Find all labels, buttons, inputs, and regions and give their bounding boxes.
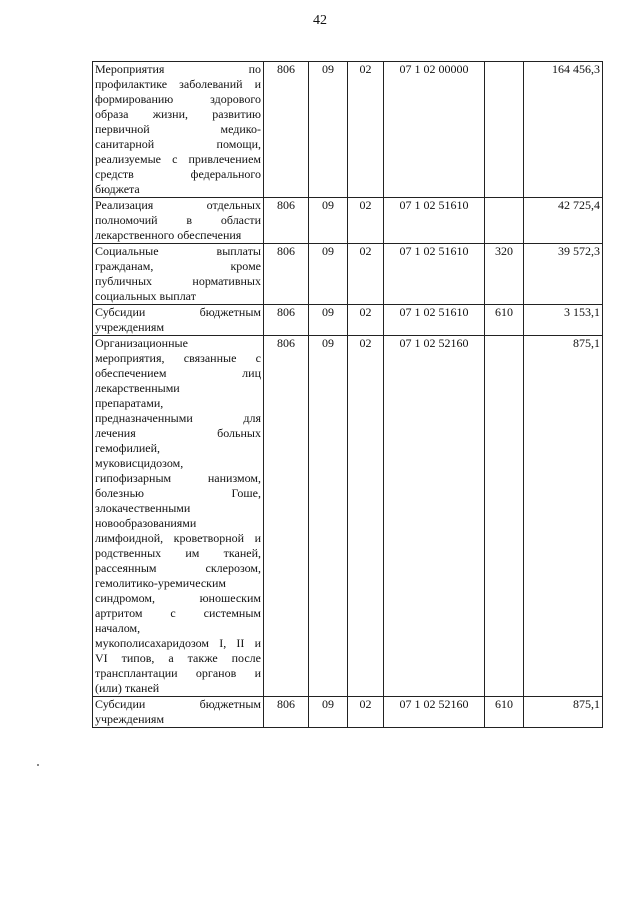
table-row	[93, 305, 603, 336]
table-row	[93, 336, 603, 697]
subsection-code-cell: 02	[348, 244, 384, 305]
item-name-line: синдромом, юношеским	[95, 591, 261, 605]
target-article-cell: 07 1 02 52160	[384, 697, 485, 728]
subsection-code-cell: 02	[348, 697, 384, 728]
subsection-code-cell: 02	[348, 305, 384, 336]
item-name-line: новообразованиями	[95, 516, 197, 530]
item-name-line: началом,	[95, 621, 141, 635]
section-code-cell: 09	[309, 244, 348, 305]
item-name-line: Субсидии бюджетным	[95, 697, 261, 711]
table-row	[93, 244, 603, 305]
expense-type-cell	[485, 62, 524, 198]
section-code-cell: 09	[309, 305, 348, 336]
ministry-code-cell: 806	[264, 305, 309, 336]
item-name-line: формированию здорового	[95, 92, 261, 106]
item-name-line: Мероприятия по	[95, 62, 261, 76]
amount-cell: 39 572,3	[524, 244, 603, 305]
ministry-code-cell: 806	[264, 244, 309, 305]
item-name-line: рассеянным склерозом,	[95, 561, 261, 575]
table-row	[93, 62, 603, 198]
item-name-line: лимфоидной, кроветворной и	[95, 531, 261, 545]
amount-cell: 875,1	[524, 697, 603, 728]
item-name-line: препаратами,	[95, 396, 164, 410]
item-name-line: учреждениям	[95, 712, 165, 726]
item-name-cell	[93, 697, 264, 728]
target-article-cell: 07 1 02 52160	[384, 336, 485, 697]
item-name-line: Реализация отдельных	[95, 198, 261, 212]
ministry-code-cell: 806	[264, 198, 309, 244]
section-code-cell: 09	[309, 198, 348, 244]
item-name-line: первичной медико-	[95, 122, 261, 136]
item-name-line: мукополисахаридозом I, II и	[95, 636, 261, 650]
item-name-line: образа жизни, развитию	[95, 107, 261, 121]
target-article-cell: 07 1 02 00000	[384, 62, 485, 198]
amount-cell: 164 456,3	[524, 62, 603, 198]
scan-artifact	[37, 764, 39, 766]
item-name-line: предназначенными для	[95, 411, 261, 425]
item-name-line: санитарной помощи,	[95, 137, 261, 151]
subsection-code-cell: 02	[348, 198, 384, 244]
table-row	[93, 697, 603, 728]
expense-type-cell: 610	[485, 305, 524, 336]
item-name-line: мероприятия, связанные с	[95, 351, 261, 365]
amount-cell: 42 725,4	[524, 198, 603, 244]
item-name-line: публичных нормативных	[95, 274, 261, 288]
item-name-cell	[93, 62, 264, 198]
item-name-line: артритом с системным	[95, 606, 261, 620]
item-name-line: Организационные	[95, 336, 188, 350]
expense-type-cell: 320	[485, 244, 524, 305]
item-name-line: (или) тканей	[95, 681, 160, 695]
item-name-line: муковисцидозом,	[95, 456, 184, 470]
ministry-code-cell: 806	[264, 697, 309, 728]
section-code-cell: 09	[309, 62, 348, 198]
item-name-line: полномочий в области	[95, 213, 261, 227]
section-code-cell: 09	[309, 336, 348, 697]
expense-type-cell: 610	[485, 697, 524, 728]
subsection-code-cell: 02	[348, 336, 384, 697]
item-name-line: болезнью Гоше,	[95, 486, 261, 500]
expense-type-cell	[485, 336, 524, 697]
item-name-line: VI типов, а также после	[95, 651, 261, 665]
item-name-line: реализуемые с привлечением	[95, 152, 261, 166]
item-name-line: гемофилией,	[95, 441, 161, 455]
item-name-cell	[93, 336, 264, 697]
item-name-line: лекарственными	[95, 381, 180, 395]
item-name-line: лечения больных	[95, 426, 261, 440]
item-name-line: профилактике заболеваний и	[95, 77, 261, 91]
table-row	[93, 198, 603, 244]
item-name-line: злокачественными	[95, 501, 191, 515]
item-name-line: гражданам, кроме	[95, 259, 261, 273]
item-name-cell	[93, 305, 264, 336]
item-name-line: Субсидии бюджетным	[95, 305, 261, 319]
amount-cell: 3 153,1	[524, 305, 603, 336]
budget-table-body	[93, 62, 603, 728]
item-name-line: учреждениям	[95, 320, 165, 334]
target-article-cell: 07 1 02 51610	[384, 305, 485, 336]
item-name-line: Социальные выплаты	[95, 244, 261, 258]
target-article-cell: 07 1 02 51610	[384, 198, 485, 244]
expense-type-cell	[485, 198, 524, 244]
item-name-line: обеспечением лиц	[95, 366, 261, 380]
target-article-cell: 07 1 02 51610	[384, 244, 485, 305]
item-name-line: гипофизарным нанизмом,	[95, 471, 261, 485]
item-name-cell	[93, 244, 264, 305]
ministry-code-cell: 806	[264, 62, 309, 198]
item-name-line: социальных выплат	[95, 289, 196, 303]
item-name-line: родственных им тканей,	[95, 546, 261, 560]
page-number: 42	[313, 13, 327, 28]
amount-cell: 875,1	[524, 336, 603, 697]
item-name-line: средств федерального	[95, 167, 261, 181]
item-name-line: лекарственного обеспечения	[95, 228, 242, 242]
ministry-code-cell: 806	[264, 336, 309, 697]
item-name-line: гемолитико-уремическим	[95, 576, 226, 590]
section-code-cell: 09	[309, 697, 348, 728]
item-name-line: бюджета	[95, 182, 140, 196]
subsection-code-cell: 02	[348, 62, 384, 198]
budget-table	[92, 61, 603, 728]
item-name-cell	[93, 198, 264, 244]
item-name-line: трансплантации органов и	[95, 666, 261, 680]
